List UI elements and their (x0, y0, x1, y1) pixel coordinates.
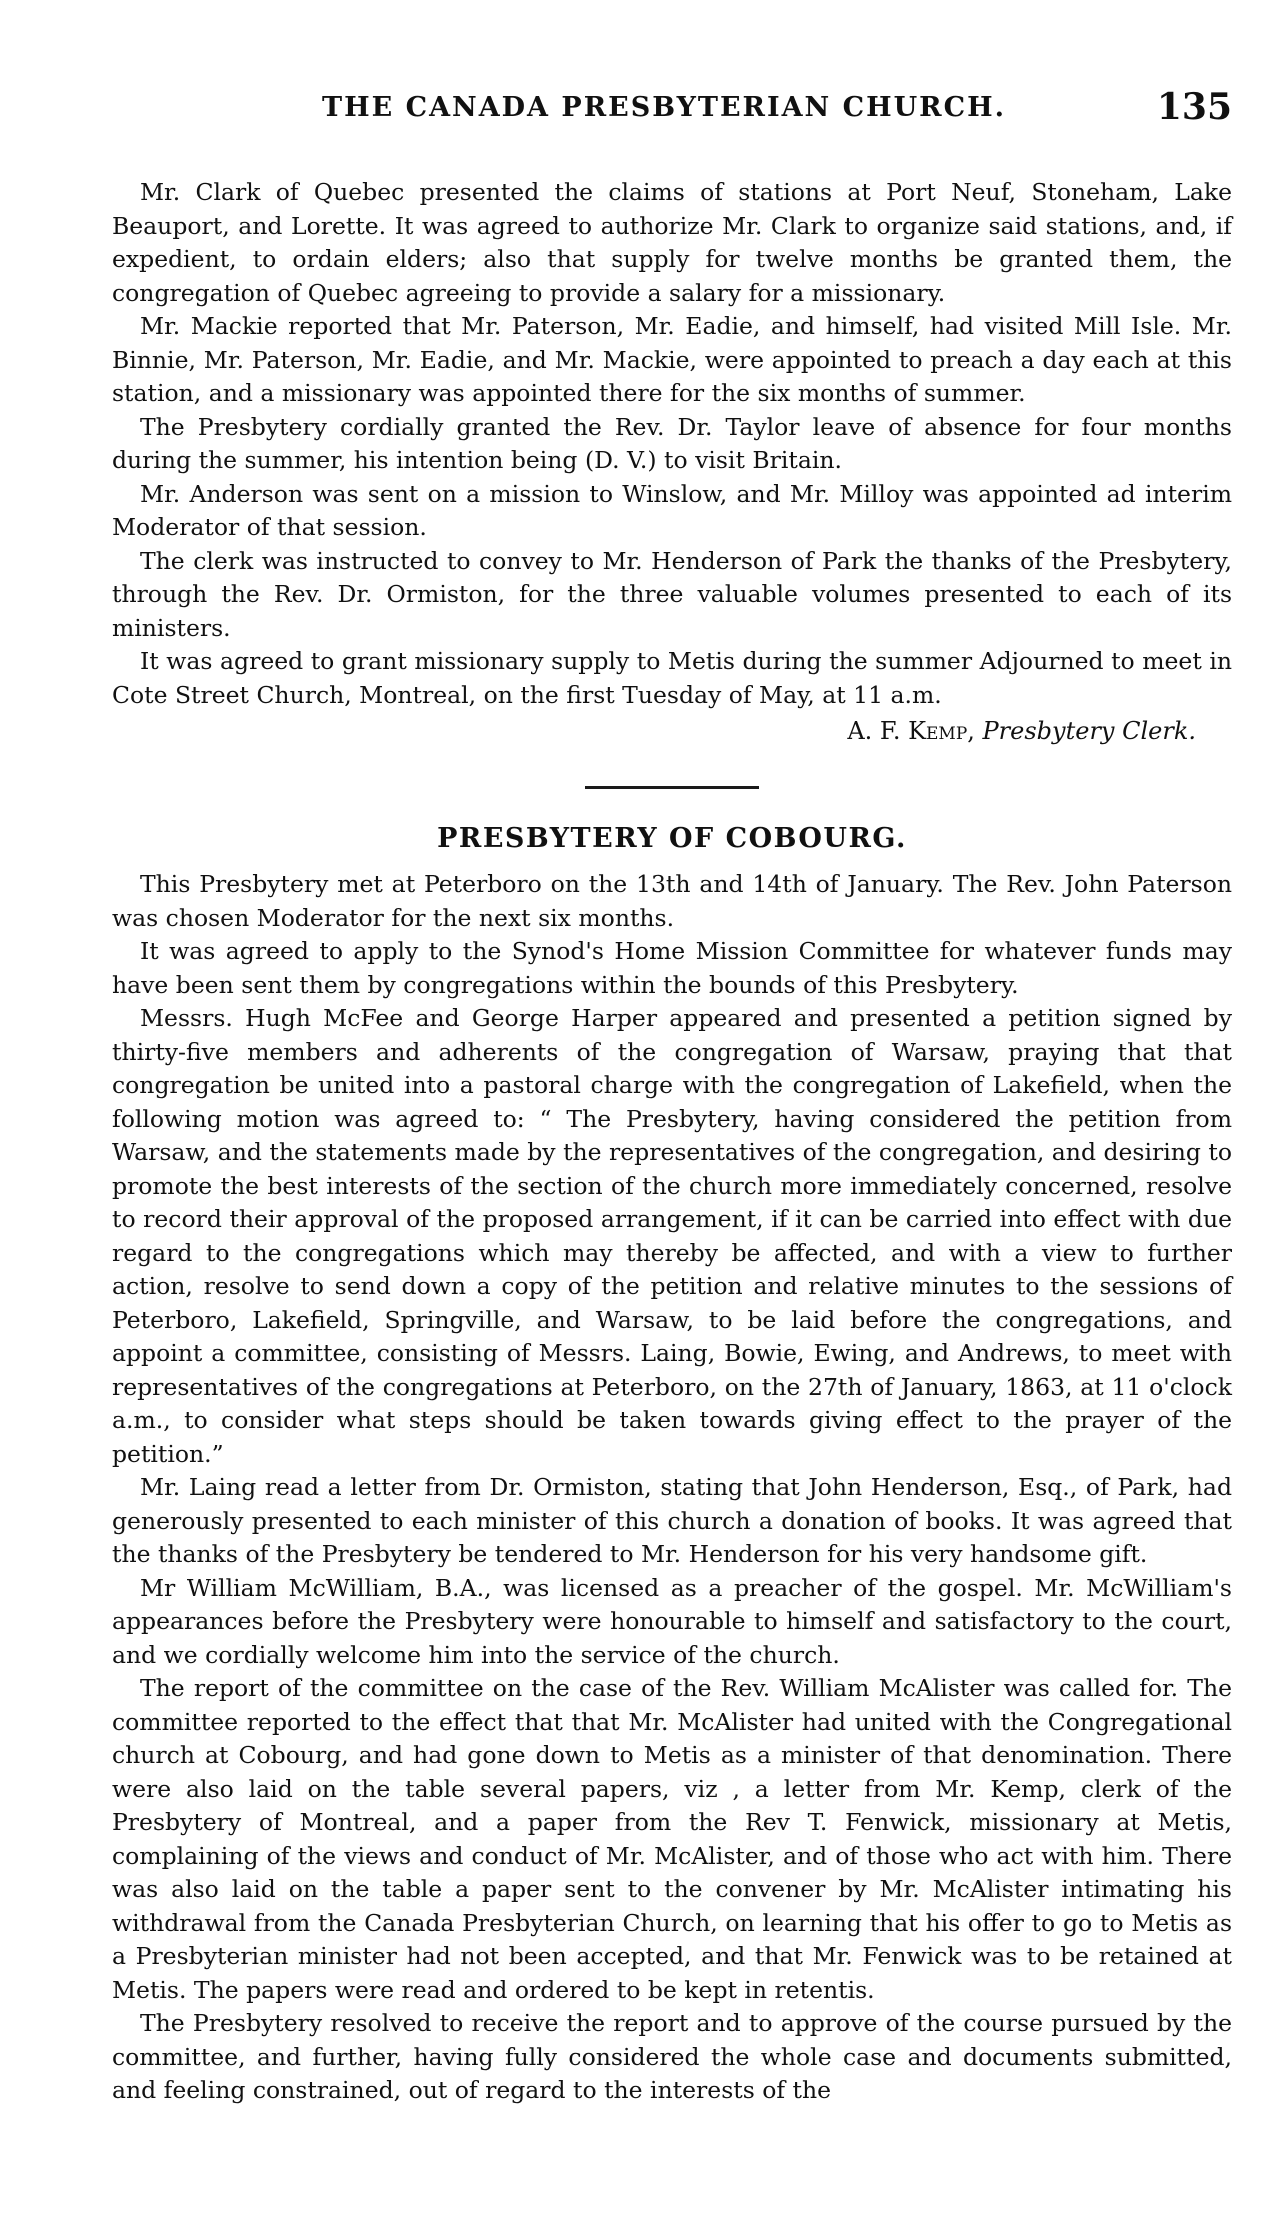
paragraph: This Presbytery met at Peterboro on the 13th and 14th of January. The Rev. John Paterson was chosen Moderator for the next six months. (112, 870, 1232, 932)
signature-title: Presbytery Clerk. (982, 717, 1196, 745)
montreal-minutes (112, 176, 1232, 748)
paragraph: The Presbytery cordially granted the Rev. Dr. Taylor leave of absence for four months during the summer, his intention being (D. V.) to visit Britain. (112, 412, 1232, 474)
clerk-signature (112, 714, 1232, 748)
paragraph: The clerk was instructed to convey to Mr. Henderson of Park the thanks of the Presbytery, through the Rev. Dr. Ormiston, for the three valuable volumes presented to each of its ministers. (112, 546, 1232, 642)
paragraph: Mr. Anderson was sent on a mission to Winslow, and Mr. Milloy was appointed ad interim Moderator of that session. (112, 479, 1232, 541)
section-title: PRESBYTERY OF COBOURG. (437, 823, 907, 854)
paragraph: The report of the committee on the case of the Rev. William McAlister was called for. The committee reported to the effect that that Mr. McAlister had united with the Congregational church at Cobourg, and had gone down to Metis as a minister of that denomination. There were also laid on the table several papers, viz , a letter from Mr. Kemp, clerk of the Presbytery of Montreal, and a paper from the Rev T. Fenwick, missionary at Metis, complaining of the views and conduct of Mr. McAlister, and of those who act with him. There was also laid on the table a paper sent to the convener by Mr. McAlister intimating his withdrawal from the Canada Presbyterian Church, on learning that his offer to go to Metis as a Presbyterian minister had not been accepted, and that Mr. Fenwick was to be retained at Metis. The papers were read and ordered to be kept in retentis. (112, 1674, 1232, 2004)
document-page (112, 86, 1232, 2108)
paragraph: The Presbytery resolved to receive the report and to approve of the course pursued by the committee, and further, having fully considered the whole case and documents submitted, and feeling constrained, out of regard to the interests of the (112, 2009, 1232, 2104)
cobourg-minutes (112, 823, 1232, 2108)
paragraph: Messrs. Hugh McFee and George Harper appeared and presented a petition signed by thirty-five members and adherents of the congregation of Warsaw, praying that that congregation be united into a pastoral charge with the congregation of Lakefield, when the following motion was agreed to: “ The Presbytery, having considered the petition from Warsaw, and the statements made by the representatives of the congregation, and desiring to promote the best interests of the section of the church more immediately concerned, resolve to record their approval of the proposed arrangement, if it can be carried into effect with due regard to the congregations which may thereby be affected, and with a view to further action, resolve to send down a copy of the petition and relative minutes to the sessions of Peterboro, Lakefield, Springville, and Warsaw, to be laid before the congregations, and appoint a committee, consisting of Messrs. Laing, Bowie, Ewing, and Andrews, to meet with representatives of the congregations at Peterboro, on the 27th of January, 1863, at 11 o'clock a.m., to consider what steps should be taken towards giving effect to the prayer of the petition.” (112, 1004, 1232, 1468)
paragraph: It was agreed to apply to the Synod's Home Mission Committee for whatever funds may have been sent them by congregations within the bounds of this Presbytery. (112, 937, 1232, 999)
paragraph: Mr. Laing read a letter from Dr. Ormiston, stating that John Henderson, Esq., of Park, had generously presented to each minister of this church a donation of books. It was agreed that the thanks of the Presbytery be tendered to Mr. Henderson for his very handsome gift. (112, 1473, 1232, 1568)
paragraph: It was agreed to grant missionary supply to Metis during the summer Adjourned to meet in Cote Street Church, Montreal, on the first Tuesday of May, at 11 a.m. (112, 647, 1232, 709)
running-head: THE CANADA PRESBYTERIAN CHURCH. (322, 92, 1007, 123)
signature-name: A. F. Kemp, (847, 717, 975, 745)
paragraph: Mr. Mackie reported that Mr. Paterson, Mr. Eadie, and himself, had visited Mill Isle. Mr. Binnie, Mr. Paterson, Mr. Eadie, and Mr. Mackie, were appointed to preach a day each at this station, and a missionary was appointed there for the six months of summer. (112, 312, 1232, 407)
page-header (112, 86, 1232, 132)
section-divider (585, 786, 759, 789)
paragraph: Mr. Clark of Quebec presented the claims of stations at Port Neuf, Stoneham, Lake Beauport, and Lorette. It was agreed to authorize Mr. Clark to organize said stations, and, if expedient, to ordain elders; also that supply for twelve months be granted them, the congregation of Quebec agreeing to provide a salary for a missionary. (112, 178, 1232, 307)
page-number: 135 (1156, 86, 1232, 128)
paragraph: Mr William McWilliam, B.A., was licensed as a preacher of the gospel. Mr. McWilliam's appearances before the Presbytery were honourable to himself and satisfactory to the court, and we cordially welcome him into the service of the church. (112, 1573, 1232, 1669)
